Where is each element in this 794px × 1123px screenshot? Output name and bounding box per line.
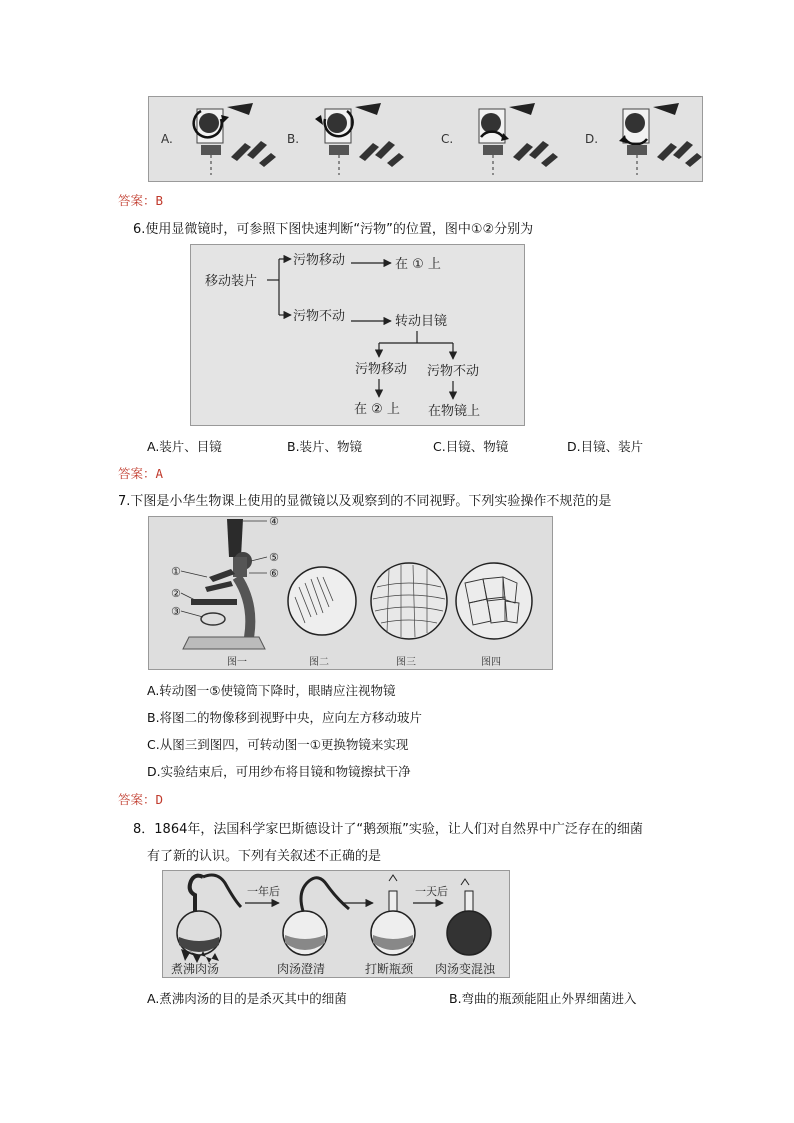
q5-figure	[148, 96, 703, 182]
q8-option-a: A.煮沸肉汤的目的是杀灭其中的细菌	[147, 991, 347, 1006]
q8-stem-line1: 8．1864年，法国科学家巴斯德设计了“鹅颈瓶”实验，让人们对自然界中广泛存在的细菌	[133, 822, 643, 837]
answer-label: 答案：	[118, 466, 156, 481]
caption-fig1: 图一	[227, 657, 247, 668]
marker-1: ①	[171, 565, 181, 578]
q7-option-c: C.从图三到图四，可转动图一①更换物镜来实现	[147, 737, 409, 752]
q7-figure-svg	[149, 517, 552, 669]
q7-option-d: D.实验结束后，可用纱布将目镜和物镜擦拭干净	[147, 764, 411, 779]
arrow-label-year: 一年后	[247, 885, 280, 898]
caption-fig4: 图四	[481, 657, 501, 668]
answer-label: 答案：	[118, 193, 156, 208]
caption-boil: 煮沸肉汤	[171, 962, 220, 976]
q7-figure	[148, 516, 553, 670]
q5-microscope-strip	[149, 97, 702, 181]
flow-sub-right: 污物不动	[427, 364, 480, 379]
answer-label: 答案：	[118, 792, 156, 807]
marker-6: ⑥	[269, 567, 279, 580]
view-field-2	[288, 567, 356, 635]
q6-flowchart	[190, 244, 525, 426]
flow-root: 移动装片	[205, 274, 258, 289]
flask-broken-neck	[371, 875, 415, 955]
q5-answer	[118, 191, 163, 209]
caption-turbid: 肉汤变混浊	[435, 962, 496, 976]
q8-figure	[162, 870, 510, 978]
answer-key: D	[155, 792, 164, 807]
q5-panel-d	[585, 103, 702, 175]
view-field-3	[371, 563, 447, 639]
marker-5: ⑤	[269, 551, 279, 564]
flow-branch-top: 污物移动	[293, 253, 346, 268]
q6-answer	[118, 464, 163, 482]
arrow-label-day: 一天后	[415, 885, 448, 898]
marker-3: ③	[171, 605, 181, 618]
flow-result-top: 在 ① 上	[395, 257, 441, 272]
flow-result-left: 在 ② 上	[354, 402, 400, 417]
svg-text:A.: A.	[161, 132, 173, 146]
caption-clear: 肉汤澄清	[277, 962, 326, 976]
q6-option-a: A.装片、目镜	[147, 439, 222, 454]
flow-branch-bottom: 污物不动	[293, 309, 346, 324]
flow-action: 转动目镜	[395, 314, 448, 329]
answer-key: A	[155, 466, 164, 481]
microscope-drawing	[183, 519, 265, 649]
flask-turbid	[447, 879, 491, 955]
q7-stem: 7.下图是小华生物课上使用的显微镜以及观察到的不同视野。下列实验操作不规范的是	[118, 494, 612, 509]
q8-option-b: B.弯曲的瓶颈能阻止外界细菌进入	[449, 991, 637, 1006]
caption-fig2: 图二	[309, 657, 329, 668]
q6-option-c: C.目镜、物镜	[433, 439, 509, 454]
svg-text:C.: C.	[441, 132, 454, 146]
q5-panel-a	[161, 103, 276, 175]
svg-text:B.: B.	[287, 132, 300, 146]
q5-panel-b	[287, 103, 404, 175]
q6-option-b: B.装片、物镜	[287, 439, 363, 454]
flask-clear	[283, 878, 349, 955]
q7-option-a: A.转动图一⑤使镜筒下降时，眼睛应注视物镜	[147, 683, 396, 698]
svg-text:D.: D.	[585, 132, 599, 146]
q5-panel-c	[441, 103, 558, 175]
q8-figure-svg	[163, 871, 509, 977]
answer-key: B	[155, 193, 164, 208]
caption-break: 打断瓶颈	[365, 962, 414, 976]
flask-boiling	[177, 875, 241, 963]
q6-stem: 6.使用显微镜时，可参照下图快速判断“污物”的位置，图中①②分别为	[133, 222, 534, 237]
q7-option-b: B.将图二的物像移到视野中央，应向左方移动玻片	[147, 710, 423, 725]
q6-option-d: D.目镜、装片	[567, 439, 644, 454]
marker-2: ②	[171, 587, 181, 600]
caption-fig3: 图三	[396, 657, 416, 668]
view-field-4	[456, 563, 532, 639]
marker-4: ④	[269, 517, 279, 528]
flow-result-right: 在物镜上	[428, 404, 481, 419]
q6-flow-svg	[191, 245, 524, 425]
q7-answer	[118, 790, 163, 808]
flow-sub-left: 污物移动	[355, 362, 408, 377]
q8-stem-line2: 有了新的认识。下列有关叙述不正确的是	[147, 849, 382, 864]
